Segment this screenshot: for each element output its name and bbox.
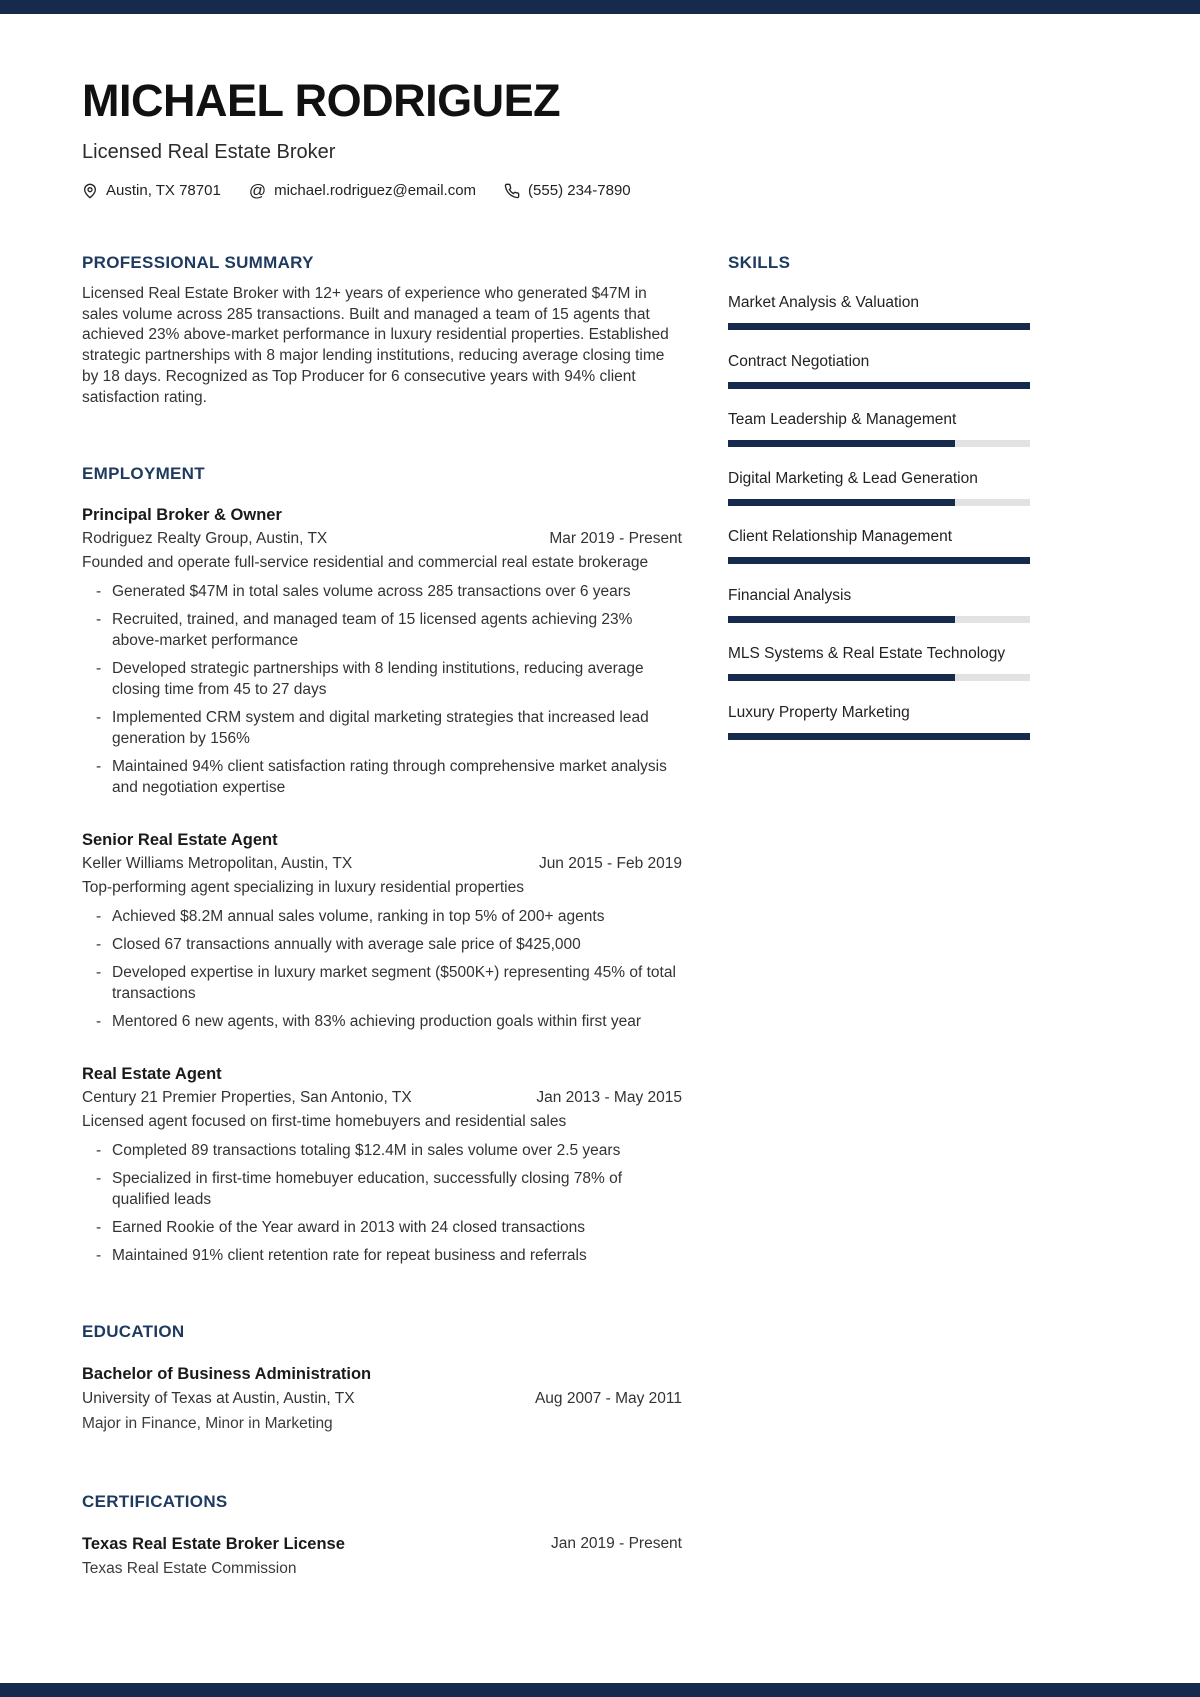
summary-text: Licensed Real Estate Broker with 12+ years of experience who generated $47M in sales volume across 285 transactions. Built and managed a team of 15 agents that achieved 23% above-market performance in luxury residential properties. Established strategic partnerships with 8 major lending institutions, reducing average closing time by 18 days. Recognized as Top Producer for 6 consecutive years with 94% client satisfaction rating.	[82, 285, 669, 406]
job-company: Century 21 Premier Properties, San Antonio, TX	[82, 1089, 412, 1107]
education-dates: Aug 2007 - May 2011	[534, 1390, 682, 1408]
skill-label: Client Relationship Management	[728, 528, 953, 545]
job-bullet: - Generated $47M in total sales volume across 285 transactions over 6 years	[82, 581, 682, 602]
job-bullet: - Closed 67 transactions annually with average sale price of $425,000	[82, 934, 682, 955]
skill-bar-fill	[728, 557, 1030, 564]
job-title: Principal Broker & Owner	[82, 506, 282, 525]
section-professional-summary	[82, 251, 682, 408]
skill-bar-track	[728, 557, 1030, 564]
contact-phone-text: (555) 234-7890	[528, 182, 631, 199]
job-company: Keller Williams Metropolitan, Austin, TX	[82, 855, 353, 873]
skill-label: Team Leadership & Management	[728, 411, 957, 428]
job-bullet: - Maintained 91% client retention rate for repeat business and referrals	[82, 1245, 682, 1266]
skill-bar-fill	[728, 440, 955, 447]
certification-entry	[82, 1532, 682, 1581]
education-meta-row	[82, 1386, 682, 1411]
section-employment	[82, 462, 682, 1266]
job-bullet: - Specialized in first-time homebuyer education, successfully closing 78% of qualified leads	[82, 1168, 682, 1210]
contact-row	[82, 182, 1030, 199]
top-accent-strip	[0, 0, 1200, 14]
certification-title-row	[82, 1532, 682, 1556]
skill-item	[728, 292, 1030, 330]
skill-bar-fill	[728, 499, 955, 506]
skill-bar-fill	[728, 382, 1030, 389]
skill-bar-fill	[728, 616, 955, 623]
job-entry	[82, 828, 682, 1032]
skill-item	[728, 702, 1030, 740]
contact-phone	[504, 182, 631, 199]
job-dates: Jan 2013 - May 2015	[536, 1089, 682, 1107]
skills-heading: SKILLS	[728, 253, 791, 272]
right-column	[728, 251, 1030, 1581]
resume-header	[82, 76, 1030, 199]
skill-item	[728, 409, 1030, 447]
at-sign-icon: @	[248, 181, 267, 200]
contact-location	[82, 182, 221, 199]
contact-email-text: michael.rodriguez@email.com	[274, 182, 477, 199]
contact-location-text: Austin, TX 78701	[106, 182, 221, 199]
skill-bar-track	[728, 323, 1030, 330]
job-company: Rodriguez Realty Group, Austin, TX	[82, 530, 328, 548]
job-bullet: - Maintained 94% client satisfaction rating through comprehensive market analysis and negotiation expertise	[82, 756, 682, 798]
skill-bar-track	[728, 499, 1030, 506]
job-dates: Mar 2019 - Present	[549, 530, 682, 548]
certification-name: Texas Real Estate Broker License	[82, 1535, 345, 1554]
bottom-accent-strip	[0, 1683, 1200, 1697]
certifications-heading: CERTIFICATIONS	[82, 1492, 228, 1512]
skill-label: MLS Systems & Real Estate Technology	[728, 645, 1006, 662]
section-education	[82, 1320, 682, 1436]
job-description: Founded and operate full-service residential and commercial real estate brokerage	[82, 554, 649, 572]
skill-label: Financial Analysis	[728, 586, 852, 604]
skill-label: Market Analysis & Valuation	[728, 294, 919, 311]
job-meta-row	[82, 527, 682, 551]
job-entry	[82, 1062, 682, 1266]
job-title: Real Estate Agent	[82, 1065, 222, 1084]
job-bullet: - Developed strategic partnerships with 8 lending institutions, reducing average closing time from 45 to 27 days	[82, 658, 682, 700]
left-column	[82, 251, 682, 1581]
contact-email	[249, 182, 476, 199]
education-degree: Bachelor of Business Administration	[82, 1365, 372, 1384]
skill-bar-track	[728, 674, 1030, 681]
skill-item	[728, 643, 1030, 681]
skill-bar-track	[728, 733, 1030, 740]
job-bullet: - Recruited, trained, and managed team of 15 licensed agents achieving 23% above-market performance	[82, 609, 682, 651]
employment-heading: EMPLOYMENT	[82, 464, 205, 484]
person-title: Licensed Real Estate Broker	[82, 141, 336, 163]
skill-item	[728, 351, 1030, 389]
job-bullet-list	[82, 581, 682, 798]
education-heading: EDUCATION	[82, 1322, 185, 1342]
section-skills	[728, 251, 1030, 740]
skill-item	[728, 468, 1030, 506]
skill-bar-track	[728, 616, 1030, 623]
job-description: Top-performing agent specializing in luxury residential properties	[82, 879, 524, 897]
certification-issuer: Texas Real Estate Commission	[82, 1560, 297, 1578]
skill-label: Contract Negotiation	[728, 352, 870, 370]
skill-bar-fill	[728, 733, 1030, 740]
education-details: Major in Finance, Minor in Marketing	[82, 1415, 333, 1433]
skill-label: Luxury Property Marketing	[728, 703, 910, 721]
summary-heading: PROFESSIONAL SUMMARY	[82, 253, 314, 272]
job-bullet: - Mentored 6 new agents, with 83% achieving production goals within first year	[82, 1011, 682, 1032]
job-bullet: - Developed expertise in luxury market segment ($500K+) representing 45% of total transactions	[82, 962, 682, 1004]
phone-icon	[504, 183, 520, 199]
skill-item	[728, 585, 1030, 623]
location-pin-icon	[82, 183, 98, 199]
job-bullet-list	[82, 906, 682, 1032]
certification-dates: Jan 2019 - Present	[551, 1535, 682, 1553]
job-meta-row	[82, 852, 682, 876]
skill-bar-track	[728, 440, 1030, 447]
job-dates: Jun 2015 - Feb 2019	[538, 855, 682, 873]
person-name: MICHAEL RODRIGUEZ	[82, 75, 561, 126]
job-description: Licensed agent focused on first-time homebuyers and residential sales	[82, 1113, 567, 1131]
job-entry	[82, 503, 682, 798]
job-title: Senior Real Estate Agent	[82, 831, 278, 850]
job-bullet: - Achieved $8.2M annual sales volume, ranking in top 5% of 200+ agents	[82, 906, 682, 927]
job-bullet: - Completed 89 transactions totaling $12.4M in sales volume over 2.5 years	[82, 1140, 682, 1161]
job-bullet-list	[82, 1140, 682, 1266]
education-school: University of Texas at Austin, Austin, TX	[82, 1390, 355, 1408]
section-certifications	[82, 1490, 682, 1581]
resume-columns	[82, 251, 1030, 1581]
skill-item	[728, 526, 1030, 564]
skill-label: Digital Marketing & Lead Generation	[728, 469, 978, 487]
skill-bar-fill	[728, 674, 955, 681]
job-meta-row	[82, 1086, 682, 1110]
job-bullet: - Earned Rookie of the Year award in 2013 with 24 closed transactions	[82, 1217, 682, 1238]
skill-bar-fill	[728, 323, 1030, 330]
skill-bar-track	[728, 382, 1030, 389]
job-bullet: - Implemented CRM system and digital marketing strategies that increased lead generation by 156%	[82, 707, 682, 749]
